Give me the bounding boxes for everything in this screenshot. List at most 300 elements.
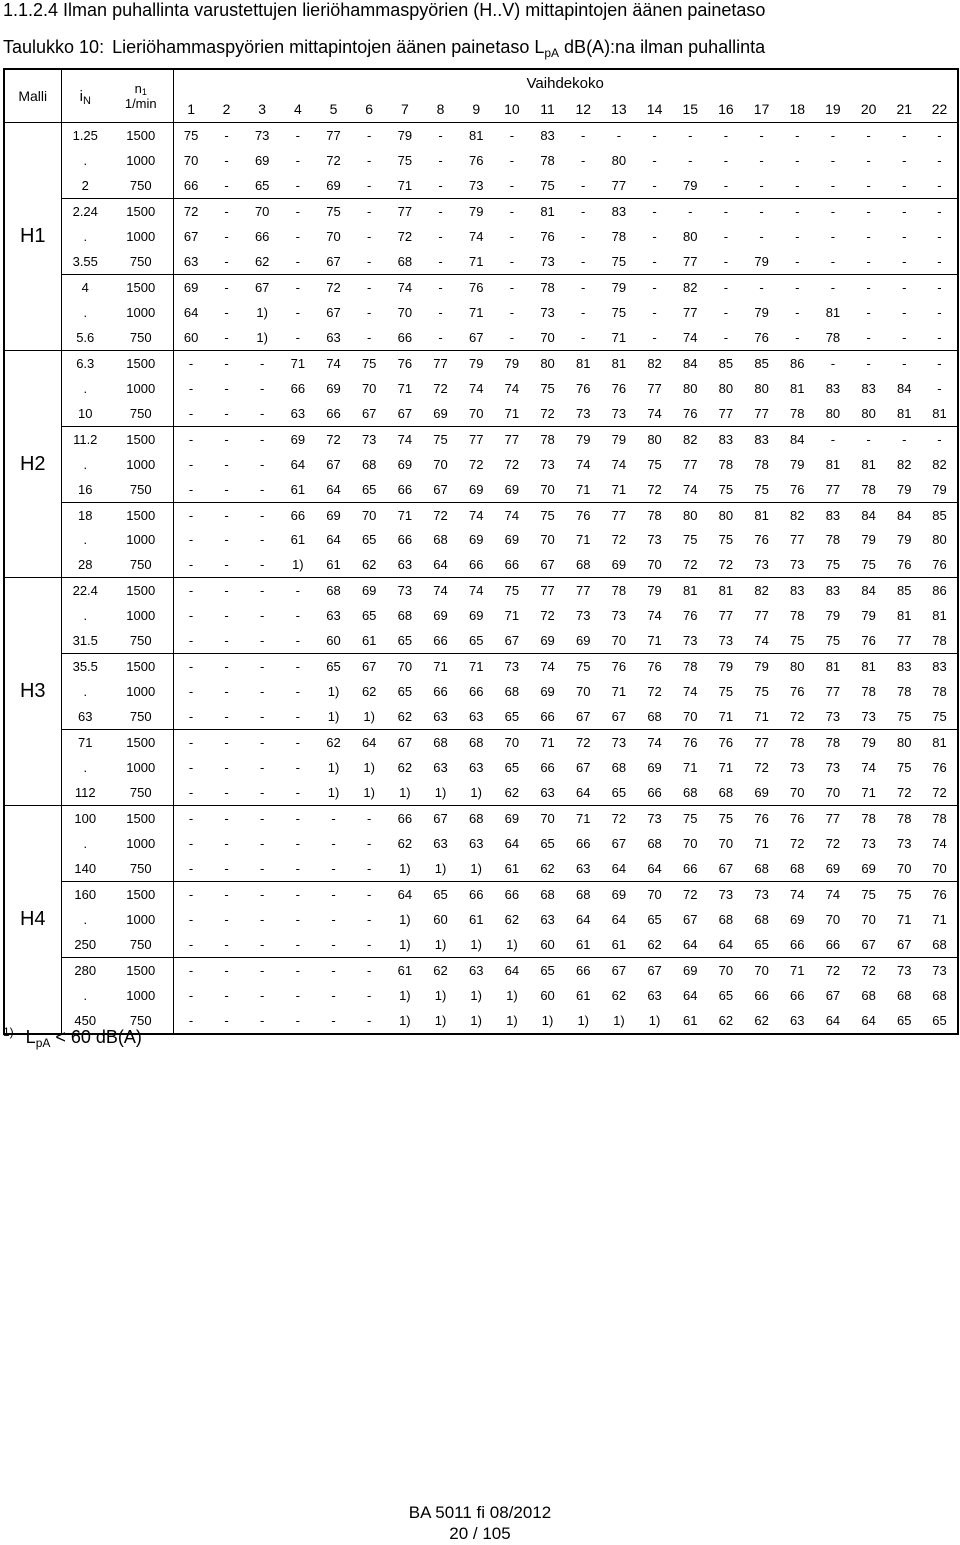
value-cell: 69	[504, 481, 520, 497]
value-cell: 72	[326, 152, 341, 168]
value-cell: 72	[815, 957, 851, 982]
value-cell: 73	[601, 730, 637, 755]
value-cell: 1)	[434, 987, 447, 1003]
value-cell: -	[795, 127, 800, 143]
value-cell: -	[295, 177, 301, 193]
value-cell: 71	[565, 806, 601, 831]
value-cell: -	[367, 152, 372, 168]
value-cell: 75	[683, 532, 698, 548]
value-cell: 80	[825, 405, 841, 421]
value-cell: -	[616, 127, 622, 143]
value-cell: 1)	[506, 987, 518, 1003]
value-cell: 73	[575, 608, 591, 624]
value-cell: 70	[683, 836, 698, 852]
value-cell: -	[331, 1012, 336, 1028]
value-cell: 81	[932, 405, 947, 421]
value-cell: 85	[922, 502, 958, 527]
value-cell: 62	[397, 709, 413, 725]
speed-cell: 750	[109, 401, 173, 426]
value-cell: 68	[565, 882, 601, 907]
value-cell: 80	[683, 380, 698, 396]
value-cell: 78	[601, 578, 637, 603]
value-cell: -	[260, 380, 265, 396]
value-cell: -	[260, 936, 265, 952]
value-cell: 67	[433, 481, 448, 497]
value-cell: 69	[647, 760, 662, 776]
value-cell: -	[280, 957, 316, 982]
value-cell: 70	[575, 684, 591, 700]
value-cell: 69	[825, 861, 841, 877]
value-cell: 1)	[648, 1012, 661, 1028]
value-cell: -	[672, 198, 708, 223]
value-cell: -	[723, 228, 729, 244]
value-cell: 72	[897, 785, 912, 801]
header-size-18: 18	[779, 96, 815, 123]
value-cell: 66	[280, 502, 316, 527]
value-cell: 73	[647, 532, 662, 548]
value-cell: 62	[423, 957, 459, 982]
value-cell: 80	[530, 350, 566, 375]
value-cell: -	[688, 152, 693, 168]
value-cell: 65	[932, 1012, 947, 1028]
value-cell: 79	[397, 127, 413, 143]
value-cell: 72	[316, 274, 352, 299]
value-cell: 75	[932, 709, 947, 725]
value-cell: 64	[825, 1012, 841, 1028]
table-row	[4, 603, 958, 628]
value-cell: 74	[754, 633, 769, 649]
value-cell: -	[565, 274, 601, 299]
value-cell: 71	[861, 785, 876, 801]
value-cell: 81	[672, 578, 708, 603]
value-cell: 83	[779, 578, 815, 603]
value-cell: -	[423, 274, 459, 299]
value-cell: 77	[458, 426, 494, 451]
value-cell: 74	[316, 350, 352, 375]
value-cell: -	[779, 274, 815, 299]
value-cell: 66	[397, 329, 413, 345]
value-cell: 67	[244, 274, 280, 299]
value-cell: 70	[744, 957, 780, 982]
value-cell: 76	[708, 730, 744, 755]
value-cell: 68	[423, 730, 459, 755]
value-cell: 70	[790, 785, 805, 801]
value-cell: 67	[423, 806, 459, 831]
value-cell: 60	[433, 912, 448, 928]
value-cell: -	[224, 456, 229, 472]
value-cell: 69	[494, 806, 530, 831]
value-cell: 86	[779, 350, 815, 375]
value-cell: 75	[494, 578, 530, 603]
value-cell: 66	[754, 987, 769, 1003]
value-cell: 1)	[506, 1012, 518, 1028]
value-cell: 67	[575, 709, 591, 725]
value-cell: 63	[326, 329, 341, 345]
value-cell: 71	[504, 405, 520, 421]
value-cell: 71	[611, 329, 627, 345]
value-cell: 1)	[434, 785, 447, 801]
value-cell: 79	[601, 426, 637, 451]
value-cell: 74	[683, 329, 698, 345]
value-cell: 83	[886, 654, 922, 679]
value-cell: 70	[361, 380, 377, 396]
value-cell: 83	[861, 380, 876, 396]
value-cell: -	[688, 127, 693, 143]
value-cell: 72	[647, 481, 662, 497]
value-cell: -	[244, 426, 280, 451]
value-cell: -	[866, 152, 871, 168]
value-cell: -	[280, 198, 316, 223]
table-row	[4, 173, 958, 198]
table-row	[4, 502, 958, 527]
speed-cell: 1000	[109, 983, 173, 1008]
value-cell: -	[922, 426, 958, 451]
value-cell: 65	[754, 936, 769, 952]
value-cell: 62	[647, 936, 662, 952]
model-name: H3	[4, 578, 61, 806]
value-cell: 72	[468, 456, 484, 472]
value-cell: -	[224, 785, 229, 801]
value-cell: -	[937, 380, 942, 396]
table-row	[4, 628, 958, 653]
value-cell: 67	[611, 709, 627, 725]
value-cell: -	[902, 304, 907, 320]
value-cell: 68	[433, 532, 448, 548]
value-cell: 72	[754, 760, 769, 776]
value-cell: 76	[672, 730, 708, 755]
value-cell: -	[723, 152, 729, 168]
value-cell: 69	[575, 633, 591, 649]
value-cell: 79	[825, 608, 841, 624]
value-cell: 80	[932, 532, 947, 548]
value-cell: 78	[611, 228, 627, 244]
ratio-cell: 31.5	[72, 633, 98, 649]
value-cell: 64	[183, 304, 199, 320]
value-cell: -	[295, 861, 301, 877]
value-cell: 69	[351, 578, 387, 603]
value-cell: -	[224, 836, 229, 852]
value-cell: -	[188, 380, 194, 396]
header-size-14: 14	[637, 96, 673, 123]
value-cell: 66	[433, 633, 448, 649]
value-cell: 74	[611, 456, 627, 472]
value-cell: 67	[326, 304, 341, 320]
value-cell: -	[173, 957, 209, 982]
table-row	[4, 856, 958, 881]
value-cell: -	[295, 329, 301, 345]
value-cell: -	[866, 127, 871, 143]
value-cell: -	[295, 709, 301, 725]
value-cell: -	[331, 836, 336, 852]
value-cell: -	[652, 228, 657, 244]
value-cell: 84	[886, 502, 922, 527]
value-cell: -	[759, 228, 764, 244]
value-cell: 80	[683, 228, 698, 244]
value-cell: 78	[861, 684, 876, 700]
value-cell: 74	[932, 836, 947, 852]
value-cell: 69	[433, 405, 448, 421]
value-cell: 72	[601, 806, 637, 831]
speed-cell: 750	[109, 1008, 173, 1034]
value-cell: 70	[718, 836, 734, 852]
value-cell: -	[224, 228, 229, 244]
value-cell: -	[581, 304, 586, 320]
value-cell: -	[851, 350, 887, 375]
table-caption-subscript: pA	[544, 46, 560, 60]
value-cell: -	[244, 806, 280, 831]
value-cell: 68	[361, 456, 377, 472]
value-cell: 66	[183, 177, 199, 193]
value-cell: 76	[754, 329, 769, 345]
value-cell: 76	[779, 806, 815, 831]
value-cell: 79	[851, 730, 887, 755]
value-cell: 70	[647, 557, 662, 573]
value-cell: 65	[540, 836, 555, 852]
value-cell: 75	[851, 882, 887, 907]
value-cell: 65	[361, 532, 377, 548]
value-cell: 62	[504, 912, 520, 928]
value-cell: 66	[468, 557, 484, 573]
value-cell: 70	[825, 785, 841, 801]
value-cell: 78	[932, 684, 947, 700]
value-cell: 78	[754, 456, 769, 472]
speed-cell: 1000	[109, 755, 173, 780]
value-cell: 75	[754, 481, 769, 497]
value-cell: 65	[718, 987, 734, 1003]
value-cell: 61	[361, 633, 377, 649]
value-cell: -	[367, 912, 372, 928]
speed-cell: 1000	[109, 907, 173, 932]
value-cell: 81	[922, 730, 958, 755]
value-cell: -	[316, 882, 352, 907]
value-cell: 81	[790, 380, 805, 396]
value-cell: 64	[504, 836, 520, 852]
value-cell: -	[224, 532, 229, 548]
value-cell: 70	[825, 912, 841, 928]
value-cell: 74	[683, 684, 698, 700]
value-cell: 70	[932, 861, 947, 877]
speed-cell: 1500	[109, 806, 173, 831]
value-cell: -	[509, 329, 515, 345]
value-cell: 75	[316, 198, 352, 223]
table-row	[4, 249, 958, 274]
value-cell: -	[260, 557, 265, 573]
value-cell: 68	[647, 709, 662, 725]
value-cell: -	[795, 152, 800, 168]
ratio-cell: 5.6	[76, 329, 95, 345]
header-size-19: 19	[815, 96, 851, 123]
speed-cell: 1000	[109, 452, 173, 477]
value-cell: 66	[825, 936, 841, 952]
value-cell: -	[830, 177, 836, 193]
value-cell: 61	[575, 936, 591, 952]
value-cell: 69	[468, 532, 484, 548]
table-row	[4, 654, 958, 679]
value-cell: -	[438, 253, 443, 269]
value-cell: -	[494, 198, 530, 223]
value-cell: 67	[683, 912, 698, 928]
value-cell: -	[581, 228, 586, 244]
value-cell: 73	[611, 608, 627, 624]
value-cell: -	[295, 987, 301, 1003]
value-cell: 74	[575, 456, 591, 472]
value-cell: -	[209, 274, 245, 299]
footnote-subscript: pA	[35, 1036, 51, 1050]
value-cell: 73	[494, 654, 530, 679]
value-cell: 68	[316, 578, 352, 603]
value-cell: -	[922, 198, 958, 223]
value-cell: -	[509, 127, 515, 143]
header-size-1: 1	[173, 96, 209, 123]
value-cell: 79	[458, 198, 494, 223]
value-cell: 79	[744, 654, 780, 679]
value-cell: 1)	[399, 912, 411, 928]
value-cell: 79	[897, 481, 912, 497]
value-cell: -	[295, 912, 301, 928]
header-size-13: 13	[601, 96, 637, 123]
ratio-cell: .	[83, 456, 88, 472]
value-cell: 76	[611, 380, 627, 396]
value-cell: -	[723, 177, 729, 193]
speed-cell: 1000	[109, 831, 173, 856]
value-cell: 63	[433, 836, 448, 852]
value-cell: 67	[611, 836, 627, 852]
value-cell: 73	[861, 709, 876, 725]
value-cell: 71	[611, 684, 627, 700]
speed-cell: 750	[109, 173, 173, 198]
value-cell: -	[565, 198, 601, 223]
value-cell: 81	[815, 654, 851, 679]
page-footer	[0, 1502, 960, 1544]
value-cell: 76	[387, 350, 423, 375]
value-cell: 63	[575, 861, 591, 877]
speed-cell: 750	[109, 932, 173, 957]
value-cell: 84	[672, 350, 708, 375]
value-cell: -	[188, 760, 194, 776]
value-cell: 76	[575, 380, 591, 396]
value-cell: 75	[790, 633, 805, 649]
value-cell: 85	[744, 350, 780, 375]
value-cell: -	[509, 177, 515, 193]
table-row	[4, 401, 958, 426]
value-cell: 73	[351, 426, 387, 451]
value-cell: 65	[504, 760, 520, 776]
value-cell: -	[224, 127, 229, 143]
ratio-cell: .	[83, 228, 88, 244]
value-cell: -	[224, 380, 229, 396]
value-cell: 70	[897, 861, 912, 877]
value-cell: 78	[886, 806, 922, 831]
value-cell: 1)	[577, 1012, 589, 1028]
value-cell: -	[173, 578, 209, 603]
value-cell: 75	[886, 882, 922, 907]
table-row	[4, 148, 958, 173]
value-cell: 1)	[327, 684, 340, 700]
value-cell: -	[937, 177, 942, 193]
speed-cell: 1000	[109, 224, 173, 249]
value-cell: 76	[790, 481, 805, 497]
value-cell: -	[224, 1012, 229, 1028]
value-cell: 64	[683, 936, 698, 952]
value-cell: -	[188, 987, 194, 1003]
value-cell: 70	[637, 882, 673, 907]
value-cell: 1)	[399, 1012, 411, 1028]
value-cell: 63	[290, 405, 306, 421]
value-cell: 1)	[399, 936, 411, 952]
value-cell: 69	[754, 785, 769, 801]
value-cell: -	[244, 654, 280, 679]
value-cell: -	[224, 304, 229, 320]
value-cell: 68	[647, 836, 662, 852]
value-cell: 73	[718, 633, 734, 649]
value-cell: 75	[351, 350, 387, 375]
value-cell: 70	[468, 405, 484, 421]
speed-cell: 1500	[109, 123, 173, 148]
value-cell: 61	[387, 957, 423, 982]
value-cell: -	[902, 177, 907, 193]
value-cell: 62	[754, 1012, 769, 1028]
value-cell: 71	[280, 350, 316, 375]
value-cell: 78	[922, 806, 958, 831]
value-cell: -	[188, 785, 194, 801]
value-cell: -	[830, 152, 836, 168]
speed-cell: 1500	[109, 426, 173, 451]
value-cell: 1)	[506, 936, 518, 952]
value-cell: 70	[861, 912, 876, 928]
value-cell: -	[866, 253, 871, 269]
value-cell: 73	[540, 253, 555, 269]
value-cell: -	[224, 608, 229, 624]
value-cell: 77	[647, 380, 662, 396]
value-cell: 85	[886, 578, 922, 603]
table-row	[4, 426, 958, 451]
ratio-cell: .	[83, 760, 88, 776]
value-cell: -	[637, 198, 673, 223]
value-cell: 75	[718, 684, 734, 700]
header-size-4: 4	[280, 96, 316, 123]
value-cell: 73	[825, 760, 841, 776]
value-cell: -	[280, 578, 316, 603]
header-size-9: 9	[458, 96, 494, 123]
value-cell: 71	[458, 654, 494, 679]
value-cell: 66	[254, 228, 270, 244]
value-cell: 72	[825, 836, 841, 852]
table-row	[4, 350, 958, 375]
value-cell: 65	[316, 654, 352, 679]
value-cell: 65	[468, 633, 484, 649]
header-size-22: 22	[922, 96, 958, 123]
value-cell: -	[367, 304, 372, 320]
ratio-cell: 280	[61, 957, 109, 982]
ratio-cell: .	[83, 912, 88, 928]
value-cell: -	[795, 329, 800, 345]
value-cell: -	[224, 633, 229, 649]
value-cell: 63	[458, 957, 494, 982]
value-cell: 74	[423, 578, 459, 603]
speed-cell: 1500	[109, 957, 173, 982]
value-cell: 78	[790, 608, 805, 624]
value-cell: -	[224, 557, 229, 573]
value-cell: 66	[326, 405, 341, 421]
value-cell: 80	[637, 426, 673, 451]
value-cell: 74	[387, 426, 423, 451]
value-cell: 62	[254, 253, 270, 269]
value-cell: 66	[540, 709, 555, 725]
value-cell: 74	[468, 228, 484, 244]
value-cell: 68	[718, 785, 734, 801]
ratio-cell: 16	[78, 481, 93, 497]
value-cell: -	[188, 633, 194, 649]
